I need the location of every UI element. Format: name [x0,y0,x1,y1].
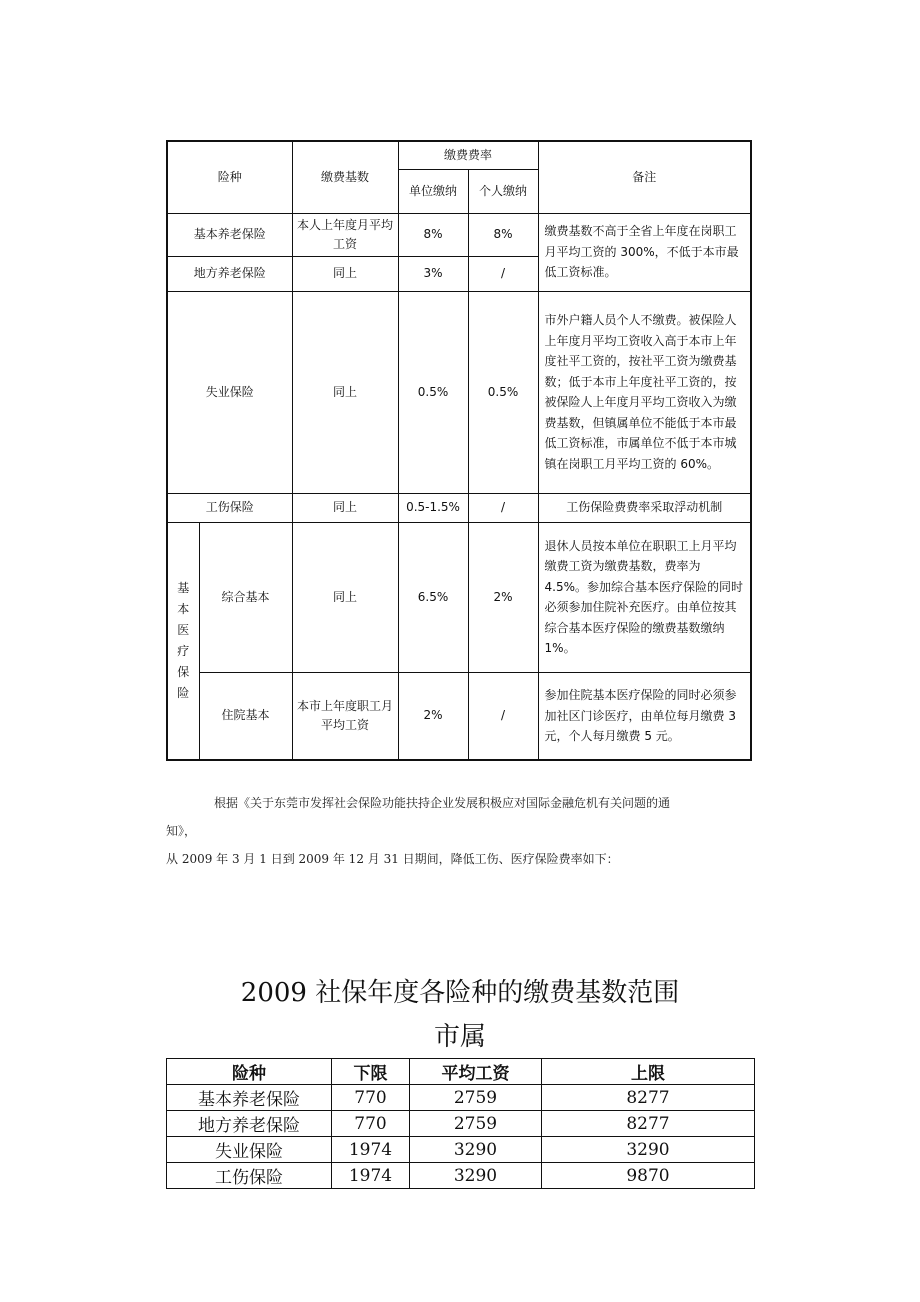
cell-note: 工伤保险费费率采取浮动机制 [538,493,751,522]
cell-base: 同上 [292,493,398,522]
table-row [167,1085,755,1111]
cell-note: 退休人员按本单位在职职工上月平均缴费工资为缴费基数，费率为 4.5%。参加综合基本医疗保险的同时必须参加住院补充医疗。由单位按其综合基本医疗保险的缴费基数缴纳1%。 [538,522,751,672]
cell-type: 基本养老保险 [167,213,292,256]
cell-type: 住院基本 [199,672,292,760]
table-header-row [167,1059,755,1085]
cell-lower: 1974 [332,1137,410,1163]
section-title: 2009 社保年度各险种的缴费基数范围 [240,978,680,1008]
header-unit-pay: 单位缴纳 [398,169,468,213]
cell-type: 失业保险 [167,291,292,493]
table-row [167,672,751,760]
cell-type: 地方养老保险 [167,256,292,291]
table-row [167,213,751,256]
header-insurance-type: 险种 [167,1059,332,1085]
cell-base: 同上 [292,291,398,493]
header-note: 备注 [538,141,751,213]
header-upper-limit: 上限 [542,1059,755,1085]
header-insurance-type: 险种 [167,141,292,213]
header-contribution-base: 缴费基数 [292,141,398,213]
cell-base: 同上 [292,256,398,291]
cell-average: 2759 [410,1085,542,1111]
cell-unit-rate: 2% [398,672,468,760]
section-subtitle: 市属 [433,1022,486,1052]
cell-personal-rate: 2% [468,522,538,672]
cell-unit-rate: 0.5% [398,291,468,493]
cell-upper: 3290 [542,1137,755,1163]
table-row [167,1111,755,1137]
header-contribution-rate: 缴费费率 [398,141,538,169]
cell-type: 工伤保险 [167,493,292,522]
cell-base: 本市上年度职工月平均工资 [292,672,398,760]
cell-personal-rate: / [468,493,538,522]
cell-base: 同上 [292,522,398,672]
table-row [167,522,751,672]
paragraph-line-1: 根据《关于东莞市发挥社会保险功能扶持企业发展积极应对国际金融危机有关问题的通 [214,796,671,810]
table-row [167,291,751,493]
cell-note: 市外户籍人员个人不缴费。被保险人上年度月平均工资收入高于本市上年度社平工资的，按社平工资为缴费基数；低于本市上年度社平工资的，按被保险人上年度月平均工资收入为缴费基数，但镇属单位不能低于本市最低工资标准，市属单位不低于本市城镇在岗职工月平均工资的 60%。 [538,291,751,493]
cell-note: 缴费基数不高于全省上年度在岗职工月平均工资的 300%，不低于本市最低工资标准。 [538,213,751,291]
cell-type: 地方养老保险 [167,1111,332,1137]
cell-average: 3290 [410,1163,542,1189]
cell-upper: 8277 [542,1111,755,1137]
header-average-wage: 平均工资 [410,1059,542,1085]
cell-upper: 9870 [542,1163,755,1189]
cell-average: 3290 [410,1137,542,1163]
header-lower-limit: 下限 [332,1059,410,1085]
cell-type: 失业保险 [167,1137,332,1163]
cell-base: 本人上年度月平均工资 [292,213,398,256]
cell-personal-rate: 8% [468,213,538,256]
cell-average: 2759 [410,1111,542,1137]
table-row [167,1163,755,1189]
cell-note: 参加住院基本医疗保险的同时必须参加社区门诊医疗，由单位每月缴费 3 元，个人每月缴费 5 元。 [538,672,751,760]
cell-type: 综合基本 [199,522,292,672]
cell-upper: 8277 [542,1085,755,1111]
table-row [167,1137,755,1163]
cell-lower: 770 [332,1085,410,1111]
cell-unit-rate: 3% [398,256,468,291]
cell-type: 基本养老保险 [167,1085,332,1111]
cell-lower: 1974 [332,1163,410,1189]
paragraph-line-2: 知》， [166,824,197,838]
contribution-base-range-table [166,1058,755,1189]
cell-medical-group: 基本医疗保险 [167,522,199,760]
cell-personal-rate: 0.5% [468,291,538,493]
paragraph-line-3: 从 2009 年 3 月 1 日到 2009 年 12 月 31 日期间，降低工伤、医疗保险费率如下： [166,852,619,866]
contribution-rate-table [166,140,752,761]
table-row [167,493,751,522]
cell-personal-rate: / [468,672,538,760]
cell-type: 工伤保险 [167,1163,332,1189]
cell-unit-rate: 8% [398,213,468,256]
header-personal-pay: 个人缴纳 [468,169,538,213]
cell-unit-rate: 6.5% [398,522,468,672]
cell-personal-rate: / [468,256,538,291]
cell-lower: 770 [332,1111,410,1137]
cell-unit-rate: 0.5-1.5% [398,493,468,522]
